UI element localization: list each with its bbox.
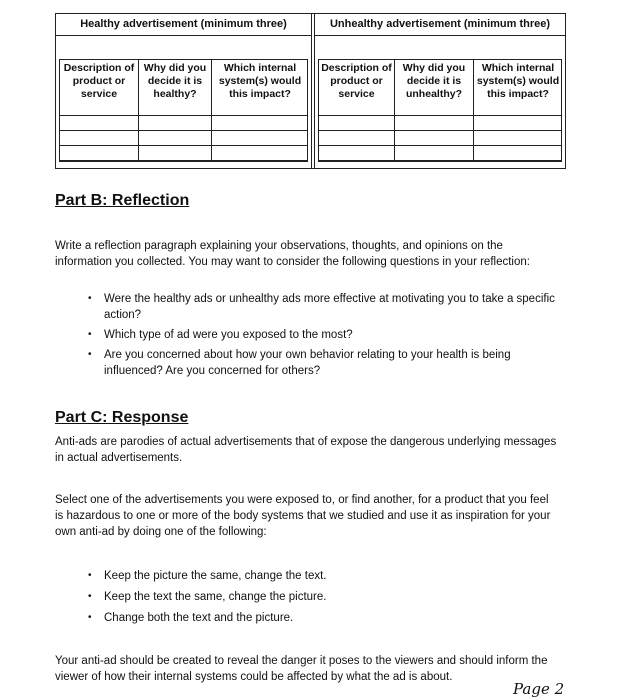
table-cell[interactable] bbox=[395, 146, 473, 161]
list-item: • Are you concerned about how your own behavior relating to your health is being influenced? Are you concerned for others? bbox=[88, 347, 558, 379]
table-cell[interactable] bbox=[139, 131, 211, 146]
column-header: Why did you decide it is unhealthy? bbox=[395, 60, 473, 116]
table-cell[interactable] bbox=[474, 146, 562, 161]
table-cell[interactable] bbox=[60, 116, 138, 131]
table-cell[interactable] bbox=[395, 116, 473, 131]
healthy-ad-header: Healthy advertisement (minimum three) bbox=[56, 14, 311, 36]
table-cell[interactable] bbox=[395, 131, 473, 146]
healthy-col-system bbox=[212, 60, 308, 161]
table-cell[interactable] bbox=[319, 131, 394, 146]
column-header: Why did you decide it is healthy? bbox=[139, 60, 211, 116]
column-header: Which internal system(s) would this impact? bbox=[474, 60, 562, 116]
list-item: • Change both the text and the picture. bbox=[88, 610, 558, 626]
healthy-ad-section bbox=[56, 14, 312, 168]
table-cell[interactable] bbox=[474, 116, 562, 131]
table-cell[interactable] bbox=[139, 146, 211, 161]
list-item: • Keep the picture the same, change the text. bbox=[88, 568, 558, 584]
reflection-questions bbox=[88, 291, 558, 379]
list-item: • Were the healthy ads or unhealthy ads more effective at motivating you to take a specific action? bbox=[88, 291, 558, 323]
table-cell[interactable] bbox=[474, 131, 562, 146]
part-b-title: Part B: Reflection bbox=[55, 192, 190, 209]
table-cell[interactable] bbox=[60, 131, 138, 146]
table-cell[interactable] bbox=[212, 146, 308, 161]
table-cell[interactable] bbox=[212, 131, 308, 146]
part-c-title: Part C: Response bbox=[55, 409, 189, 426]
unhealthy-ad-section bbox=[314, 14, 565, 168]
unhealthy-ad-header: Unhealthy advertisement (minimum three) bbox=[315, 14, 565, 36]
table-cell[interactable] bbox=[139, 116, 211, 131]
part-c-instructions: Select one of the advertisements you were exposed to, or find another, for a product that you feel is hazardous to one or more of the body systems that we studied and use it as inspiration for your own anti-ad by doing one of the following: bbox=[55, 494, 551, 538]
column-header: Which internal system(s) would this impact? bbox=[212, 60, 308, 116]
table-cell[interactable] bbox=[60, 146, 138, 161]
unhealthy-col-description bbox=[319, 60, 395, 161]
ad-comparison-table bbox=[55, 13, 566, 169]
list-item: • Keep the text the same, change the picture. bbox=[88, 589, 558, 605]
table-cell[interactable] bbox=[319, 116, 394, 131]
unhealthy-ad-grid bbox=[318, 59, 562, 162]
healthy-col-why bbox=[139, 60, 212, 161]
healthy-col-description bbox=[60, 60, 139, 161]
table-cell[interactable] bbox=[319, 146, 394, 161]
part-b-intro: Write a reflection paragraph explaining your observations, thoughts, and opinions on the information you collected. You may want to consider the following questions in your reflection: bbox=[55, 240, 530, 268]
part-c-closing: Your anti-ad should be created to reveal the danger it poses to the viewers and should inform the viewer of how their internal systems could be affected by what the ad is about. bbox=[55, 655, 548, 683]
healthy-ad-grid bbox=[59, 59, 308, 162]
part-c-intro: Anti-ads are parodies of actual advertisements that of expose the dangerous underlying messages in actual advertisements. bbox=[55, 436, 557, 464]
unhealthy-col-why bbox=[395, 60, 474, 161]
table-cell[interactable] bbox=[212, 116, 308, 131]
unhealthy-col-system bbox=[474, 60, 562, 161]
anti-ad-options bbox=[88, 568, 558, 626]
list-item: • Which type of ad were you exposed to the most? bbox=[88, 327, 558, 343]
page-number: Page 2 bbox=[513, 680, 565, 698]
column-header: Description of product or service bbox=[319, 60, 394, 116]
column-header: Description of product or service bbox=[60, 60, 138, 116]
